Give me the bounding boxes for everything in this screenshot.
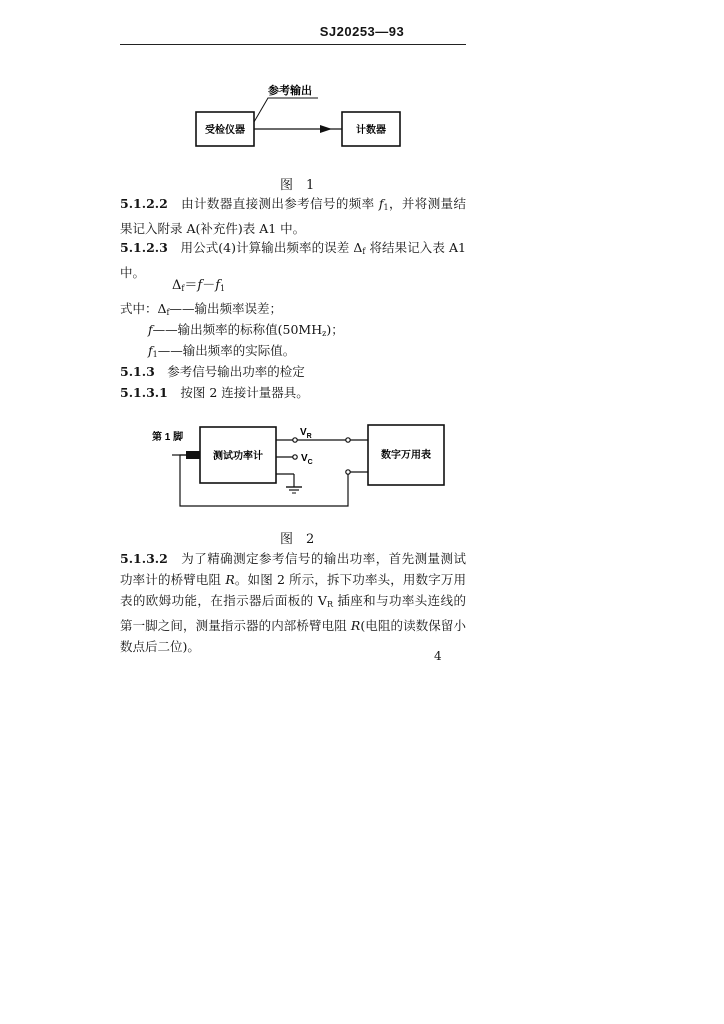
pin1-connector [186, 451, 200, 459]
figure-1-diagram [180, 82, 420, 154]
page-number: 4 [434, 649, 442, 663]
section-number: 5.1.3 [120, 364, 155, 379]
section-number: 5.1.3.2 [120, 551, 168, 566]
counter-label: 计数器 [356, 125, 386, 136]
figure-2-caption: 图 2 [280, 532, 315, 547]
formula: $\Delta_f=f-f_1$ [172, 278, 226, 293]
section-number: 5.1.2.3 [120, 240, 168, 255]
vc-terminal [293, 455, 297, 459]
arrow-head [320, 125, 332, 133]
where-line-1: 式中：$\Delta_f——$输出频率误差； [120, 301, 283, 317]
device-under-test-label: 受检仪器 [205, 125, 245, 136]
where-line-3: $f_1——$输出频率的实际值。 [148, 343, 296, 359]
ref-output-label: 参考输出 [268, 85, 312, 97]
section-5-1-3-heading: 5.1.3 参考信号输出功率的检定 [120, 364, 305, 379]
header-rule [120, 44, 466, 45]
vr-label: $V_R$ [300, 427, 312, 440]
leader-line [254, 98, 318, 122]
where-line-2: f——输出频率的标称值$(50MH_z)$； [148, 322, 344, 338]
figure-1-caption: 图 1 [280, 178, 315, 193]
paragraph-5-1-2-2: 5.1.2.2 由计数器直接测出参考信号的频率 $f_1$，并将测量结果记入附录 A(补充件)表 A1 中。 [120, 196, 466, 236]
paragraph-5-1-2-3: 5.1.2.3 用公式(4)计算输出频率的误差 $\Delta_f$ 将结果记入表 A1 中。 [120, 240, 466, 280]
dmm-label: 数字万用表 [381, 450, 431, 461]
document-code-header: SJ20253—93 [319, 24, 405, 39]
section-number: 5.1.3.1 [120, 385, 168, 400]
return-wire [180, 455, 348, 506]
vc-label: $V_C$ [301, 453, 313, 466]
pin1-label: 第 1 脚 [152, 432, 184, 443]
paragraph-5-1-3-1: 5.1.3.1 按图 2 连接计量器具。 [120, 385, 309, 400]
paragraph-5-1-3-2: 5.1.3.2 为了精确测定参考信号的输出功率，首先测量测试功率计的桥臂电阻 R。如图 2 所示，拆下功率头，用数字万用表的欧姆功能，在指示器后面板的 $V_R$ 插座和与功率头连线的第一脚之间，测量指示器的内部桥臂电阻 R(电阻的读数保留小数点后二位)。 [120, 551, 466, 654]
figure-2-diagram [150, 420, 475, 515]
section-number: 5.1.2.2 [120, 196, 168, 211]
vr-terminal [293, 438, 297, 442]
power-meter-label: 测试功率计 [213, 451, 263, 462]
